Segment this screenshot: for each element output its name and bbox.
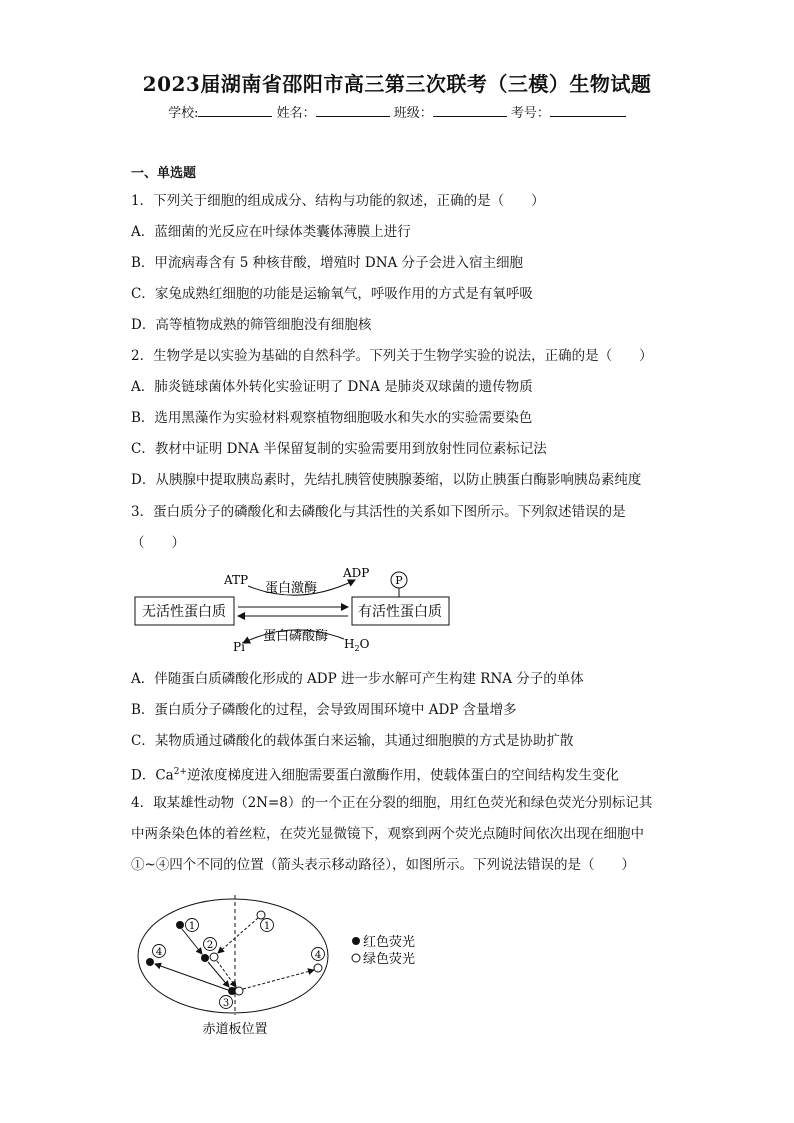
school-label: 学校: (168, 106, 199, 121)
q3-option-c: C．某物质通过磷酸化的载体蛋白来运输，其通过细胞膜的方式是协助扩散 (131, 733, 574, 749)
position-2-marker (204, 938, 217, 952)
q2-option-d: D．从胰腺中提取胰岛素时，先结扎胰管使胰腺萎缩，以防止胰蛋白酶影响胰岛素纯度 (131, 472, 642, 488)
name-field[interactable] (316, 104, 390, 117)
green-arrow-2-3 (217, 961, 236, 987)
adp-label: ADP (343, 566, 370, 580)
svg-text:1: 1 (188, 921, 196, 932)
student-info-line (0, 102, 794, 121)
green-dot-3 (235, 987, 243, 995)
q1-stem: 1．下列关于细胞的组成成分、结构与功能的叙述，正确的是（ ） (131, 193, 545, 209)
green-arrow-1-2 (218, 918, 258, 953)
q3-option-d: D．$Ca^{2+}$逆浓度梯度进入细胞需要蛋白激酶作用，使载体蛋白的空间结构发生变化 (131, 767, 619, 784)
q1-option-c: C．家兔成熟红细胞的功能是运输氧气，呼吸作用的方式是有氧呼吸 (131, 286, 533, 302)
exam-number-field[interactable] (550, 104, 626, 117)
svg-text:4: 4 (155, 947, 163, 958)
svg-text:1: 1 (263, 921, 271, 932)
class-field[interactable] (433, 104, 507, 117)
atp-label: ATP (224, 573, 249, 587)
red-arrow-2-3 (208, 962, 229, 987)
green-legend-label: 绿色荧光 (363, 952, 416, 967)
q3-stem-paren: （ ） (131, 535, 185, 551)
fluorescence-diagram (130, 895, 440, 1040)
green-dot-2 (210, 953, 218, 961)
red-arrow-3-4 (155, 964, 228, 990)
cell-outline (138, 899, 328, 1013)
position-4-marker-right (312, 948, 325, 962)
position-3-marker (220, 996, 233, 1010)
pi-label: Pi (233, 640, 245, 654)
q2-option-c: C．教材中证明 DNA 半保留复制的实验需要用到放射性同位素标记法 (131, 441, 547, 457)
q3-option-b: B．蛋白质分子磷酸化的过程，会导致周围环境中 ADP 含量增多 (131, 702, 517, 718)
water-label: $H_2O$ (344, 637, 370, 653)
q4-stem-line3: ①~④四个不同的位置（箭头表示移动路径），如图所示。下列说法错误的是（ ） (131, 857, 636, 873)
svg-text:2: 2 (206, 940, 214, 951)
green-legend-dot (352, 954, 360, 962)
exam-number-label: 考号： (510, 106, 550, 121)
q2-stem: 2．生物学是以实验为基础的自然科学。下列关于生物学实验的说法，正确的是（ ） (131, 348, 653, 364)
q4-stem-line1: 4．取某雄性动物（2N=8）的一个正在分裂的细胞，用红色荧光和绿色荧光分别标记其 (131, 795, 653, 811)
page-title: 2023届湖南省邵阳市高三第三次联考（三模）生物试题 (142, 72, 652, 96)
q3-stem: 3．蛋白质分子的磷酸化和去磷酸化与其活性的关系如下图所示。下列叙述错误的是 (131, 504, 626, 520)
svg-text:4: 4 (314, 950, 322, 961)
q1-option-b: B．甲流病毒含有 5 种核苷酸，增殖时 DNA 分子会进入宿主细胞 (131, 255, 524, 271)
name-label: 姓名： (276, 106, 316, 121)
red-dot-4 (146, 958, 154, 966)
red-arrow-1-2 (182, 929, 202, 954)
school-field[interactable] (198, 104, 272, 117)
phosphatase-label: 蛋白磷酸酶 (263, 629, 329, 644)
red-dot-1 (176, 921, 184, 929)
green-arrow-3-4 (243, 970, 314, 989)
equatorial-plate-label: 赤道板位置 (202, 1022, 268, 1037)
red-legend-label: 红色荧光 (363, 935, 416, 950)
position-1-marker-right (261, 919, 274, 933)
position-1-marker-left (186, 919, 199, 933)
section-heading: 一、单选题 (131, 166, 197, 181)
svg-text:3: 3 (222, 998, 230, 1009)
q4-stem-line2: 中两条染色体的着丝粒，在荧光显微镜下，观察到两个荧光点随时间依次出现在细胞中 (131, 826, 644, 842)
active-protein-label: 有活性蛋白质 (358, 604, 442, 620)
q1-option-a: A．蓝细菌的光反应在叶绿体类囊体薄膜上进行 (131, 224, 411, 240)
q2-option-b: B．选用黑藻作为实验材料观察植物细胞吸水和失水的实验需要染色 (131, 410, 533, 426)
class-label: 班级： (393, 106, 433, 121)
q2-option-a: A．肺炎链球菌体外转化实验证明了 DNA 是肺炎双球菌的遗传物质 (131, 379, 533, 395)
red-dot-2 (201, 954, 209, 962)
phosphate-label: P (395, 574, 403, 587)
position-4-marker-left (153, 945, 166, 959)
phosphorylation-diagram (130, 563, 460, 658)
q3-option-a: A．伴随蛋白质磷酸化形成的 ADP 进一步水解可产生构建 RNA 分子的单体 (131, 671, 584, 687)
green-dot-4 (314, 964, 322, 972)
green-dot-1 (257, 911, 265, 919)
red-legend-dot (352, 937, 360, 945)
q1-option-d: D．高等植物成熟的筛管细胞没有细胞核 (131, 317, 372, 333)
inactive-protein-label: 无活性蛋白质 (142, 604, 226, 620)
kinase-label: 蛋白激酶 (265, 581, 318, 596)
